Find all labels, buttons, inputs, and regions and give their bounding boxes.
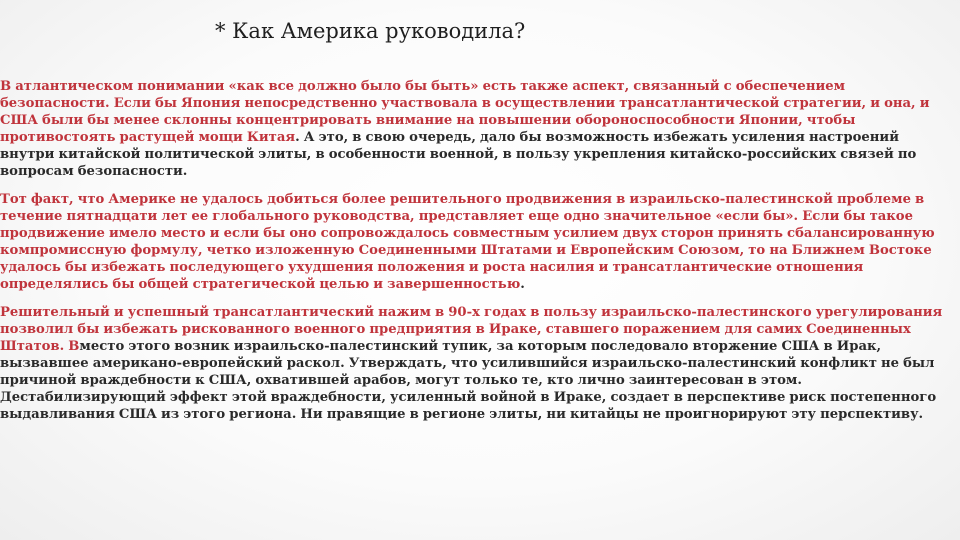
slide-body: [0, 78, 956, 434]
text-run: .: [520, 277, 525, 292]
paragraph-japan-security: [0, 78, 956, 180]
text-run: Тот факт, что Америке не удалось добиться более решительного продвижения в израильско-палестинской проблеме в течение пятнадцати лет ее глобального руководства, представляет еще одно значительное «если бы». Если бы такое продвижение имело место и если бы оно сопровождалось совместным усилием двух сторон принять сбалансированную компромиссную формулу, четко изложенную Соединенными Штатами и Европейским Союзом, то на Ближнем Востоке удалось бы избежать последующего ухудшения положения и роста насилия и трансатлантические отношения определялись бы общей стратегической целью и завершенностью: [0, 192, 935, 292]
text-run: . А это, в свою очередь, дало бы возможность избежать усиления настроений внутри китайской политической элиты, в особенности военной, в пользу укрепления китайско-российских связей по вопросам безопасности.: [0, 130, 917, 179]
paragraph-iraq: [0, 304, 956, 423]
text-run: место этого возник израильско-палестинский тупик, за которым последовало вторжение США в Ирак, вызвавшее американо-европейский раскол. Утверждать, что усилившийся израильско-палестинский конфликт не был причиной враждебности к США, охватившей арабов, могут только те, кто лично заинтересован в этом. Дестабилизирующий эффект этой враждебности, усиленный войной в Ираке, создает в перспективе риск постепенного выдавливания США из этого региона. Ни правящие в регионе элиты, ни китайцы не проигнорируют эту перспективу.: [0, 339, 937, 422]
slide-title: * Как Америка руководила?: [215, 19, 526, 43]
paragraph-israel-palestine: [0, 191, 956, 293]
text-run: В атлантическом понимании «как все должно было бы быть» есть также аспект, связанный с обеспечением безопасности. Если бы Япония непосредственно участвовала в осуществлении трансатлантической стратегии, и она, и США были бы менее склонны концентрировать внимание на повышении обороноспособности Японии, чтобы противостоять растущей мощи Китая: [0, 79, 930, 145]
text-run: Решительный и успешный трансатлантический нажим в 90-х годах в пользу израильско-палестинского урегулирования позволил бы избежать рискованного военного предприятия в Ираке, ставшего поражением для самих Соединенных Штатов. В: [0, 305, 943, 354]
